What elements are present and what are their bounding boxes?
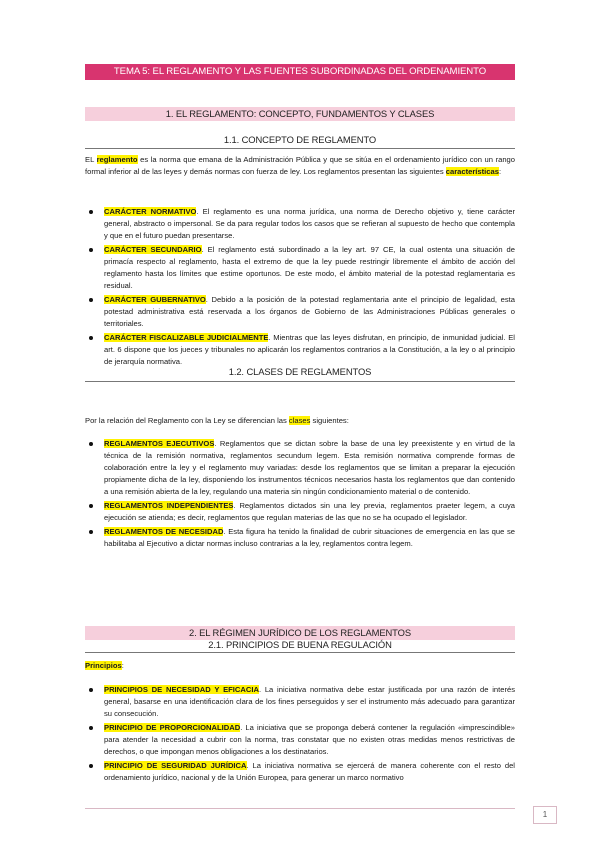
- subsection-1-1-heading: 1.1. CONCEPTO DE REGLAMENTO: [223, 134, 377, 145]
- term-principios: Principios: [85, 661, 122, 670]
- footer-rule: [85, 808, 515, 809]
- subsection-1-1-rule: [85, 148, 515, 149]
- item-term: PRINCIPIO DE SEGURIDAD JURÍDICA: [104, 761, 247, 770]
- list-item: [85, 500, 515, 524]
- item-text: . Reglamentos dictados sin una ley previa, reglamentos praeter legem, a cuya ejecución se atienda; es decir, reglamentos que regulan materias de las que no se ha ocupado el legislador.: [104, 501, 515, 522]
- classes-intro-paragraph: Por la relación del Reglamento con la Ley se diferencian las clases siguientes:: [85, 416, 349, 425]
- item-text: . Reglamentos que se dictan sobre la base de una ley preexistente y en virtud de la técnica de la remisión normativa, reglamentos secundum legem. Esta remisión normativa comprende formas de colaboración entre la ley y el reglamento muy variadas: desde los reglamentos que se limitan a preparar la ejecución propiamente dicha de la ley, disponiendo los instrumentos técnicos necesarios hasta los reglamentos que dan contenido a una remisión abierta de la ley, regulando una materia sin ningún condicionamiento material o de contenido.: [104, 439, 515, 496]
- item-term: CARÁCTER NORMATIVO: [104, 207, 197, 216]
- item-term: PRINCIPIO DE PROPORCIONALIDAD: [104, 723, 241, 732]
- list-item: [85, 332, 515, 368]
- bullet-icon: [89, 530, 93, 534]
- concept-intro-paragraph: EL reglamento es la norma que emana de la Administración Pública y que se sitúa en el ordenamiento jurídico con un rango formal inferior al de las leyes y demás normas con fuerza de ley. Los reglamentos presentan las siguientes características:: [85, 155, 515, 176]
- item-text: . La iniciativa que se proponga deberá contener la regulación «imprescindible» para atender la necesidad a cubrir con la norma, tras constatar que no existen otras medidas menos restrictivas de derechos, o que impongan menos obligaciones a los destinatarios.: [104, 723, 516, 756]
- item-term: CARÁCTER FISCALIZABLE JUDICIALMENTE: [104, 333, 269, 342]
- bullet-icon: [89, 764, 93, 768]
- subsection-2-1-rule: [85, 652, 515, 653]
- list-item: [85, 722, 515, 758]
- section-2-heading: 2. EL RÉGIMEN JURÍDICO DE LOS REGLAMENTOS: [85, 626, 515, 640]
- bullet-icon: [89, 726, 93, 730]
- list-item: [85, 206, 515, 242]
- item-text: . La iniciativa normativa debe estar justificada por una razón de interés general, basarse en una identificación clara de los fines perseguidos y ser el instrumento más adecuado para garantizar su consecución.: [104, 685, 515, 718]
- subsection-1-2-rule: [85, 381, 515, 382]
- item-text: . Mientras que las leyes disfrutan, en principio, de inmunidad judicial. El art. 6 dispone que los jueces y tribunales no aplicarán los reglamentos contrarios a la Constitución, a la ley o al principio de jerarquía normativa.: [104, 333, 515, 366]
- item-text: . La iniciativa normativa se ejercerá de manera coherente con el resto del ordenamiento jurídico, nacional y de la Unión Europea, para generar un marco normativo: [104, 761, 515, 782]
- item-term: REGLAMENTOS EJECUTIVOS: [104, 439, 215, 448]
- item-text: . Debido a la posición de la potestad reglamentaria ante el principio de legalidad, esta potestad administrativa está reservada a los órganos de Gobierno de las Administraciones Públicas generales o territoriales.: [104, 295, 516, 328]
- list-item: [85, 294, 515, 330]
- principles-label-paragraph: Principios:: [85, 661, 124, 670]
- item-term: CARÁCTER SECUNDARIO: [104, 245, 202, 254]
- item-term: PRINCIPIOS DE NECESIDAD Y EFICACIA: [104, 685, 259, 694]
- bullet-icon: [89, 248, 93, 252]
- item-text: . Esta figura ha tenido la finalidad de cubrir situaciones de emergencia en las que se habilitaba al Ejecutivo a dictar normas incluso contrarias a la ley, reglamentos contra legem.: [104, 527, 515, 548]
- term-clases: clases: [288, 416, 311, 425]
- item-term: REGLAMENTOS DE NECESIDAD: [104, 527, 224, 536]
- list-item: [85, 244, 515, 292]
- item-text: . El reglamento es una norma jurídica, una norma de Derecho objetivo y, tiene carácter general, abstracto o impersonal. Se da para regular todos los casos que se refieran al supuesto de hecho que contempla y que en el futuro puedan presentarse.: [104, 207, 516, 240]
- list-item: [85, 684, 515, 720]
- subsection-1-2-heading: 1.2. CLASES DE REGLAMENTOS: [228, 366, 372, 377]
- characteristics-list: [85, 206, 515, 370]
- section-1-heading: 1. EL REGLAMENTO: CONCEPTO, FUNDAMENTOS Y CLASES: [85, 107, 515, 121]
- bullet-icon: [89, 442, 93, 446]
- bullet-icon: [89, 688, 93, 692]
- page-number: 1: [533, 806, 557, 824]
- item-term: REGLAMENTOS INDEPENDIENTES: [104, 501, 234, 510]
- list-item: [85, 760, 515, 784]
- bullet-icon: [89, 210, 93, 214]
- document-title: TEMA 5: EL REGLAMENTO Y LAS FUENTES SUBORDINADAS DEL ORDENAMIENTO: [85, 64, 515, 80]
- classes-list: [85, 438, 515, 552]
- subsection-2-1-heading: 2.1. PRINCIPIOS DE BUENA REGULACIÓN: [208, 639, 392, 650]
- term-reglamento: reglamento: [96, 155, 138, 164]
- bullet-icon: [89, 504, 93, 508]
- item-text: . El reglamento está subordinado a la ley art. 97 CE, la cual ostenta una situación de primacía respecto al reglamento, hasta el extremo de que la ley puede restringir libremente el ámbito de acción del reglamento hasta los límites que estime oportunos. De este modo, el ámbito material de la potestad reglamentaria es residual.: [104, 245, 515, 290]
- list-item: [85, 438, 515, 498]
- list-item: [85, 526, 515, 550]
- bullet-icon: [89, 336, 93, 340]
- intro-text-b: es la norma que emana de la Administración Pública y que se sitúa en el ordenamiento jurídico con un rango formal inferior al de las leyes y demás normas con fuerza de ley. Los reglamentos presentan las siguientes: [85, 155, 515, 176]
- item-term: CARÁCTER GUBERNATIVO: [104, 295, 206, 304]
- bullet-icon: [89, 298, 93, 302]
- principles-list: [85, 684, 515, 786]
- intro-text-a: EL: [85, 155, 97, 164]
- term-caracteristicas: características: [445, 167, 499, 176]
